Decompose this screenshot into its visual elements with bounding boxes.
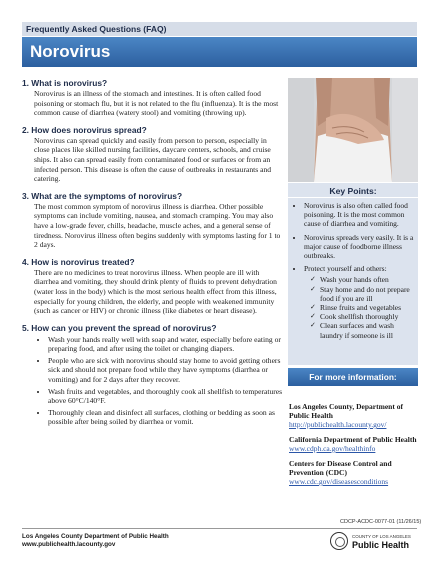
check-item: ✓ Clean surfaces and wash laundry if someone is ill <box>310 321 416 339</box>
footer-divider <box>22 528 417 529</box>
key-point-item: • Norovirus is also often called food poisoning. It is the most common cause of diarrhea and vomiting. <box>304 201 416 229</box>
org-name: Los Angeles County, Department of Public Health <box>289 402 403 420</box>
prevention-item: • Thoroughly clean and disinfect all surfaces, clothing or bedding as soon as possible after being soiled by diarrhea or vomit. <box>48 408 284 427</box>
check-item: ✓ Wash your hands often <box>310 275 416 284</box>
question-3: 3. What are the symptoms of norovirus? <box>22 190 183 201</box>
county-seal-icon <box>330 532 348 550</box>
key-point-text: Protect yourself and others: <box>304 264 387 274</box>
more-info-title: For more information: <box>288 368 418 386</box>
footer-url: www.publichealth.lacounty.gov <box>22 541 116 548</box>
question-4: 4. How is norovirus treated? <box>22 256 135 267</box>
org-name: California Department of Public Health <box>289 435 417 444</box>
key-points-box <box>288 183 418 365</box>
page-title: Norovirus <box>22 37 417 67</box>
faq-label: Frequently Asked Questions (FAQ) <box>22 22 417 36</box>
more-info-list <box>289 402 419 492</box>
answer-4: There are no medicines to treat norovirus illness. When people are ill with diarrhea and vomiting, they should drink plenty of fluids to prevent dehydration (water loss in the body) which is the most serious health effect from this illness, especially for young children, the elderly, and people with weakened immunity (such as cancer or HIV) or chronic illness (like diabetes or heart disease). <box>34 267 277 316</box>
prevention-item: • People who are sick with norovirus should stay home to avoid getting others sick and should not prepare food while they have symptoms (diarrhea or vomiting) and for 2 days after they recover. <box>48 356 284 385</box>
org-link[interactable]: www.cdph.ca.gov/healthinfo <box>289 444 376 453</box>
question-5: 5. How can you prevent the spread of norovirus? <box>22 322 217 333</box>
prevention-item: • Wash fruits and vegetables, and thoroughly cook all shellfish to temperatures above 60°C/140°F. <box>48 387 284 406</box>
footer-dept: Los Angeles County Department of Public Health <box>22 533 169 540</box>
question-1: 1. What is norovirus? <box>22 78 108 88</box>
key-points-title: Key Points: <box>288 183 418 198</box>
logo-county-text: COUNTY OF LOS ANGELES <box>352 534 411 539</box>
footer-text <box>22 533 169 549</box>
prevention-list <box>34 335 284 427</box>
key-point-item: • Norovirus spreads very easily. It is a major cause of foodborne illness outbreaks. <box>304 233 416 261</box>
question-2: 2. How does norovirus spread? <box>22 124 147 135</box>
check-item: ✓ Cook shellfish thoroughly <box>310 312 416 321</box>
answer-3: The most common symptom of norovirus illness is diarrhea. Other possible symptoms can include vomiting, nausea, and stomach cramping. You may also have a low-grade fever, chills, headache, muscle aches, and a general sense of tiredness. Norovirus illness often begins suddenly with symptoms lasting for 1 to 2 days. <box>34 201 281 250</box>
answer-1: Norovirus is an illness of the stomach and intestines. It is often called food poisoning or stomach flu, but it is not related to the flu (influenza). It is the most common cause of diarrhea (watery stool) and vomiting (throwing up). <box>34 89 279 118</box>
key-points-list <box>288 201 418 340</box>
check-item: ✓ Rinse fruits and vegetables <box>310 303 416 312</box>
org-link[interactable]: http://publichealth.lacounty.gov/ <box>289 420 387 429</box>
org-link[interactable]: www.cdc.gov/diseasesconditions <box>289 477 389 486</box>
stomach-ache-photo <box>288 78 418 182</box>
key-point-item <box>304 264 416 340</box>
answer-2: Norovirus can spread quickly and easily from person to person, especially in close places like skilled nursing facilities, daycare centers, schools, and cruise ships. It also can spread easily from contaminated food or surfaces or from an infected person. This disease is often the cause of outbreaks in restaurants and catering. <box>34 135 272 184</box>
document-number: CDCP-ACDC-0077-01 (11/26/15) <box>340 519 422 525</box>
org-name: Centers for Disease Control and Prevention (CDC) <box>289 459 392 477</box>
protect-checklist <box>304 275 416 339</box>
prevention-item: • Wash your hands really well with soap and water, especially before eating or preparing food, and after using the toilet or changing diapers. <box>48 335 284 354</box>
check-item: ✓ Stay home and do not prepare food if you are ill <box>310 285 416 303</box>
logo-public-health: Public Health <box>352 540 410 550</box>
faq-content <box>22 78 284 429</box>
person-holding-stomach-image <box>288 78 418 182</box>
